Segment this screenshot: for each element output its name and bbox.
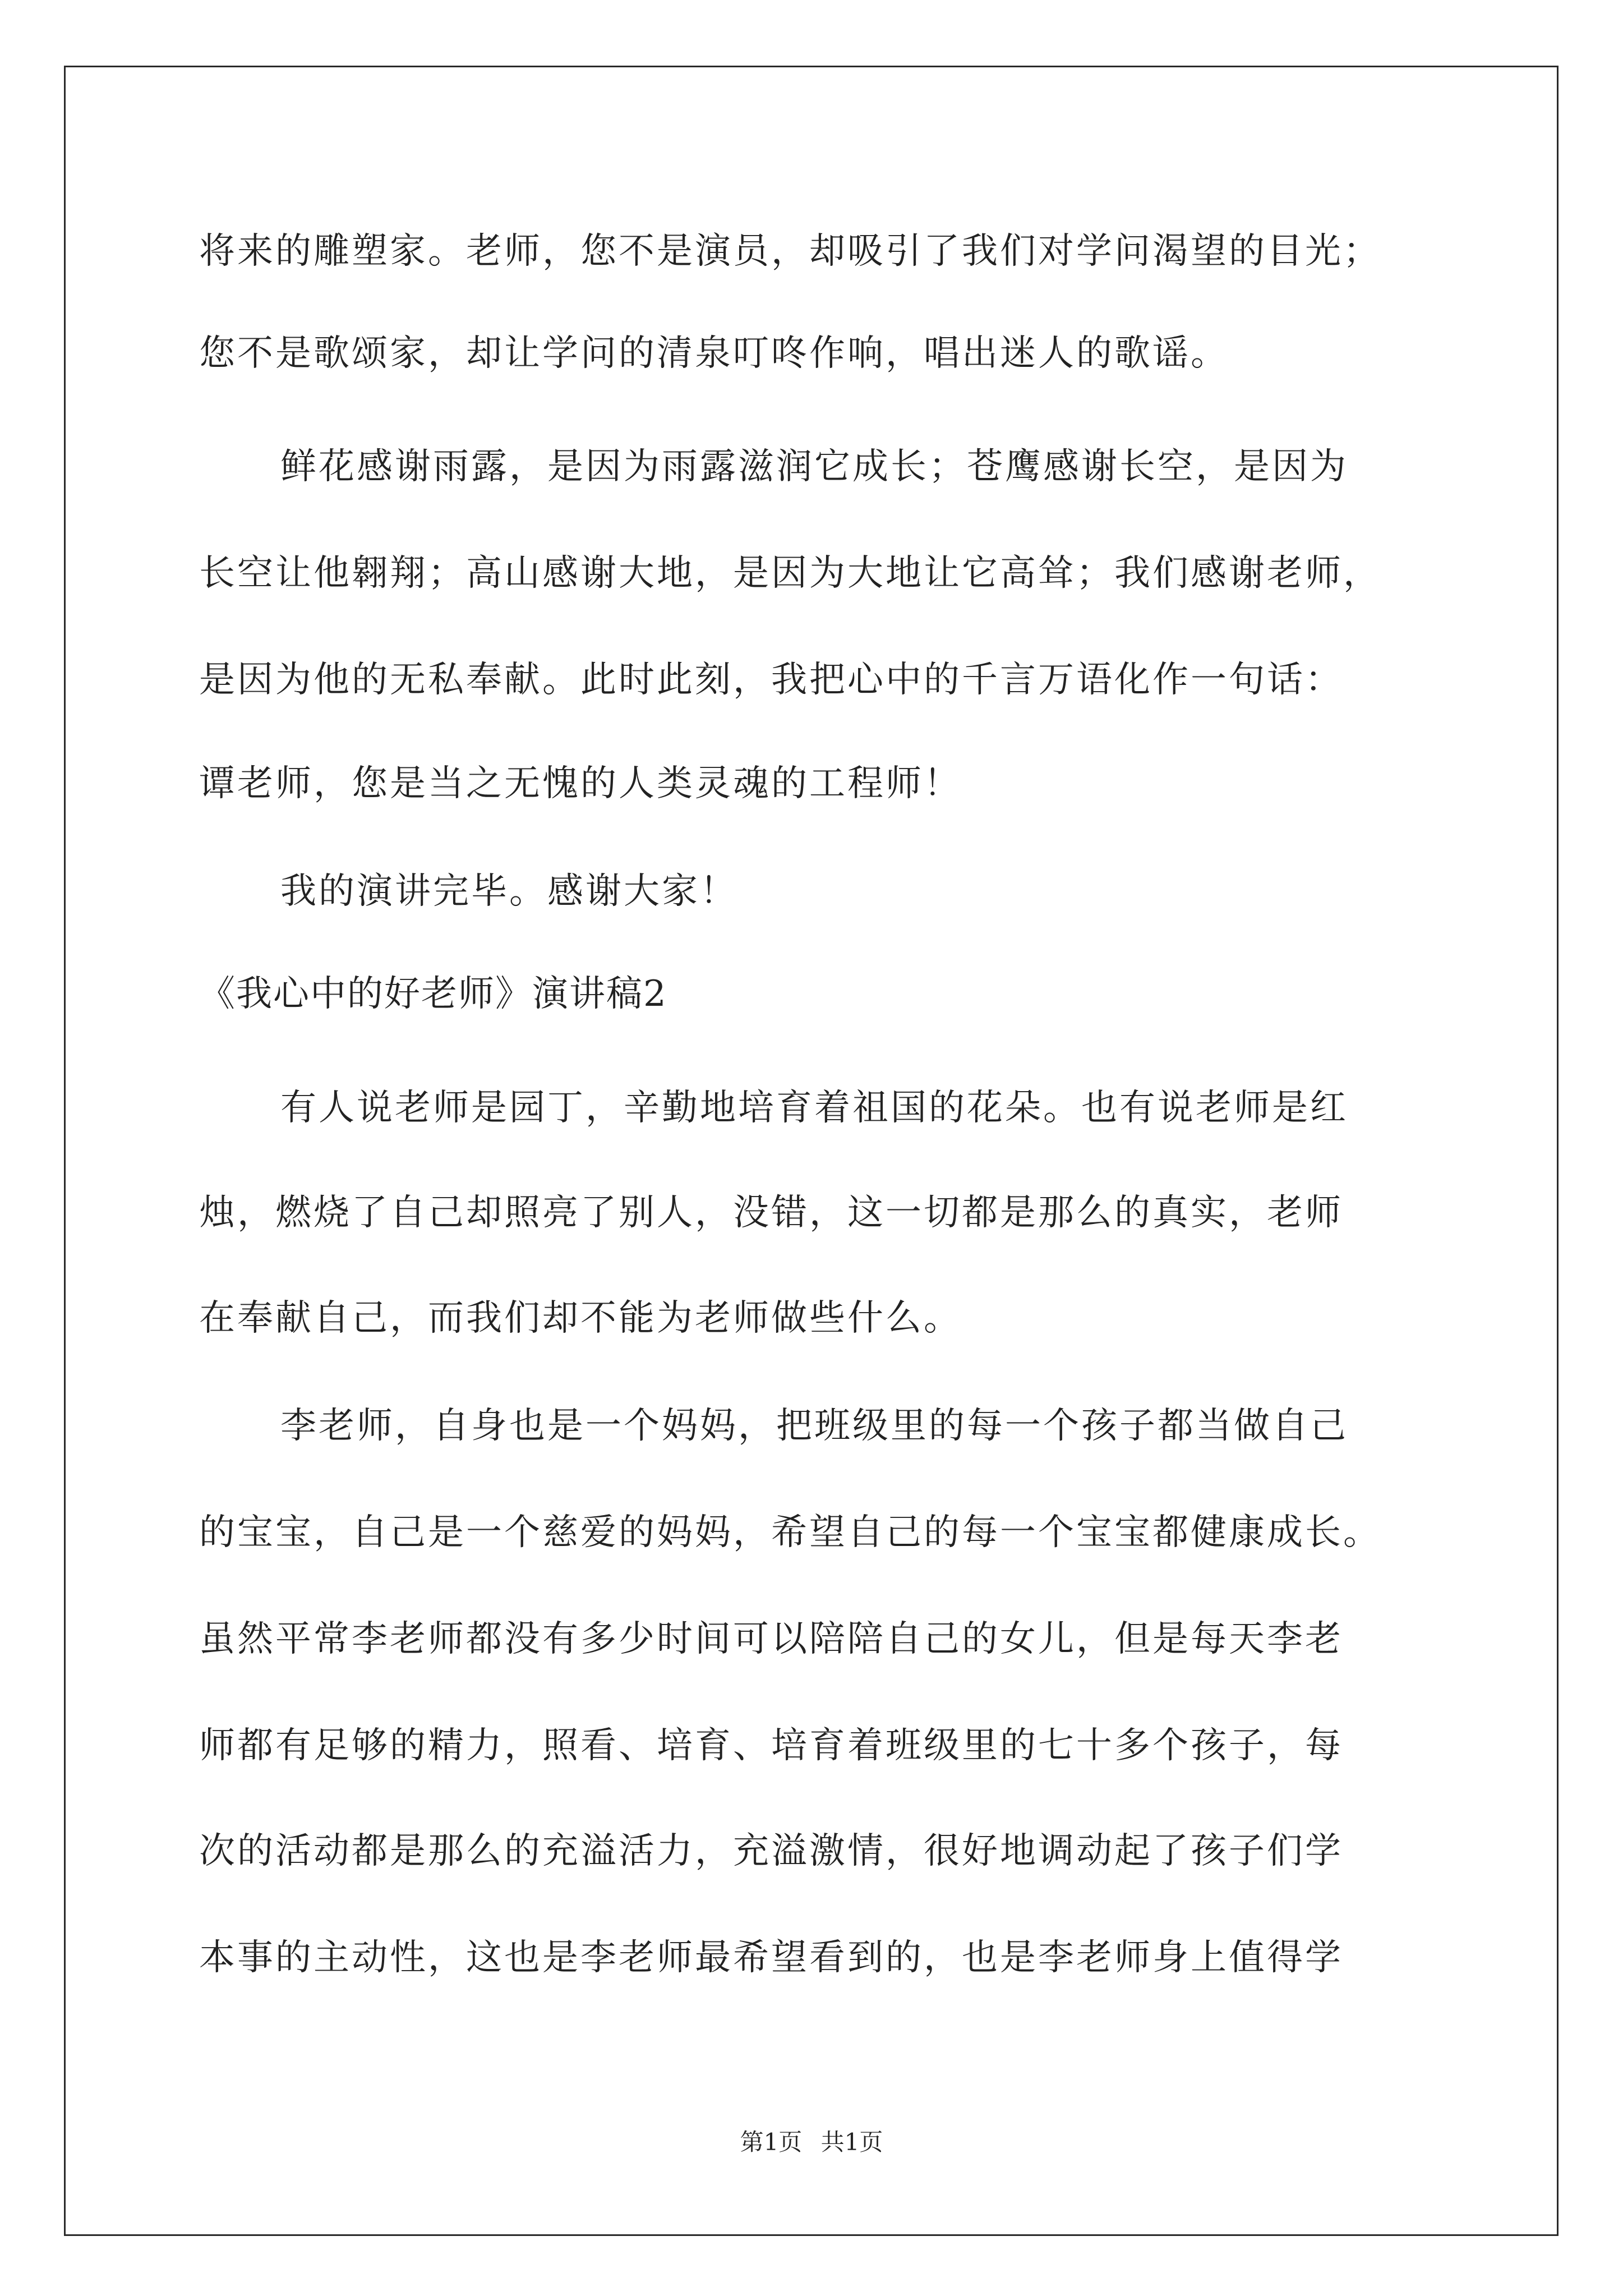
page-total: 共1页 xyxy=(820,2128,883,2156)
page-number: 第1页 xyxy=(740,2128,803,2156)
text-line: 鲜花感谢雨露，是因为雨露滋润它成长；苍鹰感谢长空，是因为 xyxy=(280,446,1348,487)
text-line: 李老师，自身也是一个妈妈，把班级里的每一个孩子都当做自己 xyxy=(280,1405,1348,1447)
text-line: 谭老师，您是当之无愧的人类灵魂的工程师！ xyxy=(199,763,962,804)
page-border xyxy=(64,66,1559,2236)
text-line: 您不是歌颂家，却让学问的清泉叮咚作响，唱出迷人的歌谣。 xyxy=(199,333,1229,374)
section-heading: 《我心中的好老师》演讲稿2 xyxy=(199,973,667,1015)
text-line: 有人说老师是园丁，辛勤地培育着祖国的花朵。也有说老师是红 xyxy=(280,1087,1348,1129)
text-line: 烛，燃烧了自己却照亮了别人，没错，这一切都是那么的真实，老师 xyxy=(199,1192,1343,1234)
text-line: 本事的主动性，这也是李老师最希望看到的，也是李老师身上值得学 xyxy=(199,1937,1343,1978)
text-line: 我的演讲完毕。感谢大家！ xyxy=(280,871,738,912)
text-line: 的宝宝，自己是一个慈爱的妈妈，希望自己的每一个宝宝都健康成长。 xyxy=(199,1512,1381,1553)
text-line: 将来的雕塑家。老师，您不是演员，却吸引了我们对学问渴望的目光； xyxy=(199,231,1381,272)
text-line: 长空让他翱翔；高山感谢大地，是因为大地让它高耸；我们感谢老师， xyxy=(199,553,1381,594)
page-footer xyxy=(0,2128,1623,2156)
text-line: 师都有足够的精力，照看、培育、培育着班级里的七十多个孩子，每 xyxy=(199,1725,1343,1766)
text-line: 在奉献自己，而我们却不能为老师做些什么。 xyxy=(199,1297,962,1339)
text-line: 次的活动都是那么的充溢活力，充溢激情，很好地调动起了孩子们学 xyxy=(199,1830,1343,1872)
text-line: 虽然平常李老师都没有多少时间可以陪陪自己的女儿，但是每天李老 xyxy=(199,1618,1343,1660)
text-line: 是因为他的无私奉献。此时此刻，我把心中的千言万语化作一句话： xyxy=(199,659,1343,701)
